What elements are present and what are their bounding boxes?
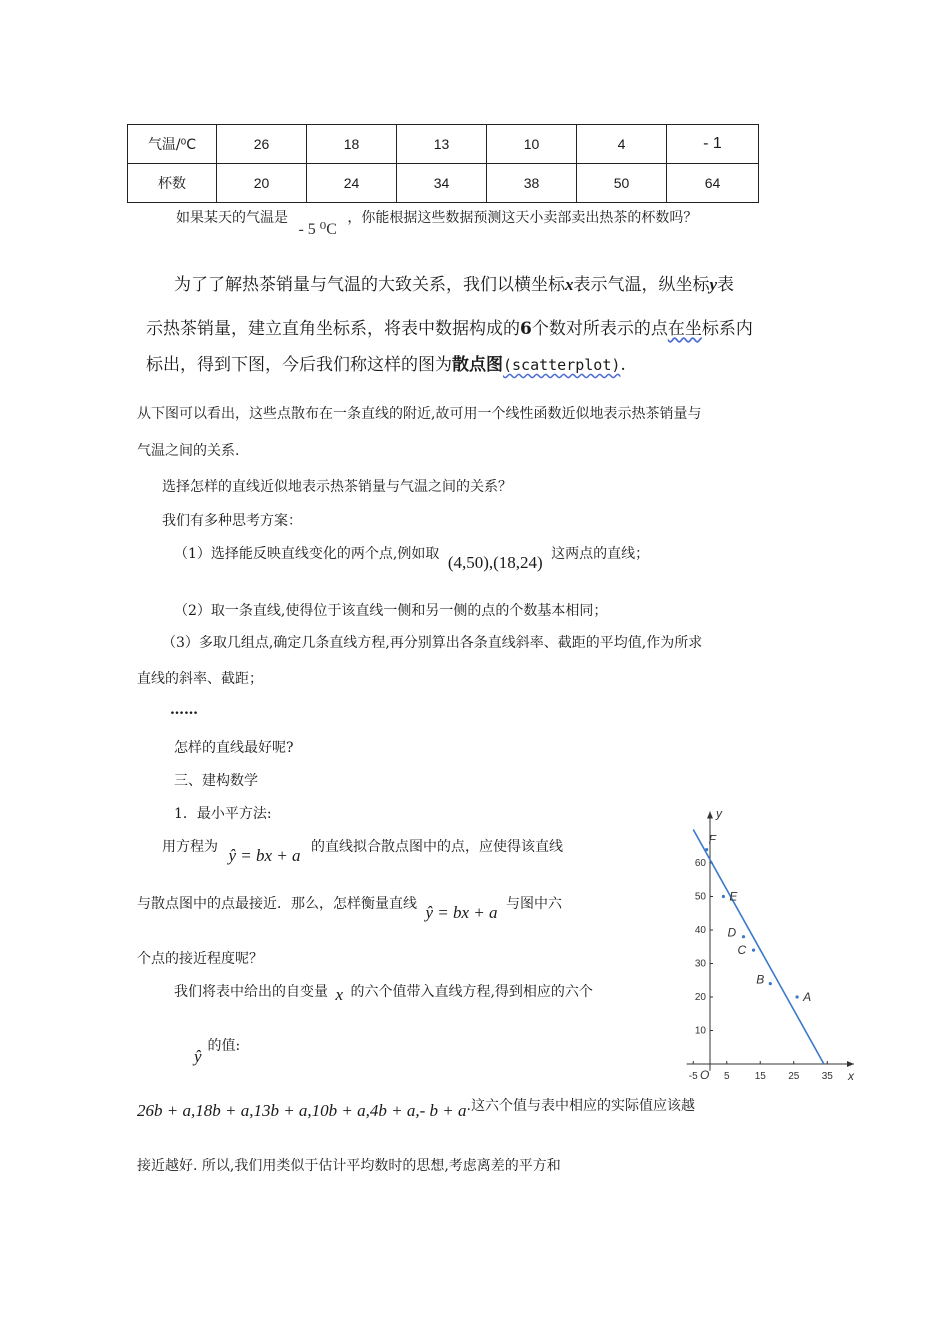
table-cell: 18 xyxy=(307,125,397,164)
y-axis-arrow xyxy=(707,812,713,819)
point-label-E: E xyxy=(729,889,738,904)
y-tick-label: 40 xyxy=(694,925,706,936)
table-cell: 4 xyxy=(577,125,667,164)
para-text: 为了了解热茶销量与气温的大致关系，我们以横坐标 xyxy=(174,275,565,295)
plan3-line1: （3）多取几组点,确定几条直线方程,再分别算出各条直线斜率、截距的平均值,作为所求 xyxy=(162,635,703,651)
para-text: 标系内 xyxy=(701,319,753,339)
plan3-line2: 直线的斜率、截距； xyxy=(137,671,263,687)
table-header-cups: 杯数 xyxy=(128,164,217,203)
spellcheck-underline: 在坐 xyxy=(667,319,702,339)
data-point-C xyxy=(752,949,755,952)
plan1-points: (4,50),(18,24) xyxy=(447,553,543,572)
regression-line xyxy=(693,830,824,1065)
ls-line5 xyxy=(194,1035,241,1066)
y-tick-label: 30 xyxy=(694,958,706,970)
table-cell: 38 xyxy=(487,164,577,203)
equation-yhat: ŷ = bx + a xyxy=(228,846,301,865)
ls-line1 xyxy=(162,836,563,865)
x-tick-label: 15 xyxy=(754,1071,766,1082)
x-tick-label: 35 xyxy=(821,1071,833,1082)
subsection-heading: 1．最小平方法: xyxy=(174,806,272,822)
para-text: 表 xyxy=(717,275,735,295)
var-yhat: ŷ xyxy=(194,1047,202,1066)
table-cell: 26 xyxy=(217,125,307,164)
point-label-D: D xyxy=(727,925,737,940)
data-point-F xyxy=(705,848,708,851)
ls-text: 用方程为 xyxy=(162,839,218,855)
table-header-temperature: 气温/⁰C xyxy=(128,125,217,164)
question-text: ，你能根据这些数据预测这天小卖部卖出热茶的杯数吗？ xyxy=(347,210,698,226)
origin-label: O xyxy=(700,1068,710,1082)
y-tick-label: 10 xyxy=(694,1025,706,1037)
term-scatterplot: 散点图 xyxy=(452,355,503,375)
section-heading: 三、建构数学 xyxy=(174,773,258,789)
x-axis-arrow xyxy=(847,1061,854,1067)
plan-text: （1）选择能反映直线变化的两个点,例如取 xyxy=(174,546,440,562)
table-cell: 34 xyxy=(397,164,487,203)
ls-text: 的六个值带入直线方程,得到相应的六个 xyxy=(350,984,593,1000)
para-text: 标出，得到下图，今后我们称这样的图为 xyxy=(146,355,452,375)
var-y: y xyxy=(709,275,718,294)
y-tick-label: 20 xyxy=(694,992,706,1003)
term-english: (scatterplot) xyxy=(503,356,621,374)
plan2-line: （2）取一条直线,使得位于该直线一侧和另一侧的点的个数基本相同； xyxy=(174,603,608,619)
y-tick-label: 50 xyxy=(694,891,706,903)
x-tick-label: 5 xyxy=(723,1071,730,1082)
ls-line3: 个点的接近程度呢？ xyxy=(137,951,263,967)
para-text: 示热茶销量，建立直角坐标系，将表中数据构成的 xyxy=(146,319,520,339)
table-row-temperature xyxy=(128,125,759,164)
table-cell: 24 xyxy=(307,164,397,203)
point-label-F: F xyxy=(708,832,716,847)
ls-line7: 接近越好. 所以,我们用类似于估计平均数时的思想,考虑离差的平方和 xyxy=(137,1158,561,1174)
point-label-C: C xyxy=(737,943,747,958)
var-x: x xyxy=(335,985,343,1004)
para2-line2: 气温之间的关系. xyxy=(137,443,240,459)
point-label-B: B xyxy=(756,972,765,987)
table-cell: 64 xyxy=(667,164,759,203)
data-point-B xyxy=(769,982,772,985)
ellipsis: …… xyxy=(170,702,198,718)
para-text: 表示气温，纵坐标 xyxy=(573,275,710,295)
temperature-cups-table xyxy=(127,124,759,203)
x-axis-label: x xyxy=(848,1069,854,1083)
para1-line3 xyxy=(146,350,626,375)
point-label-A: A xyxy=(803,990,812,1004)
chart-points xyxy=(705,833,811,1004)
table-cell: 10 xyxy=(487,125,577,164)
ls-text: 我们将表中给出的自变量 xyxy=(174,984,328,1000)
y-axis-label: y xyxy=(716,806,722,821)
table-cell: 13 xyxy=(397,125,487,164)
table-cell: 50 xyxy=(577,164,667,203)
para1-line1 xyxy=(174,270,734,295)
x-tick-label: -5 xyxy=(688,1071,698,1082)
number-six: 6 xyxy=(520,319,532,339)
question-text: 如果某天的气温是 xyxy=(176,210,288,226)
table-cell: 20 xyxy=(217,164,307,203)
question-line xyxy=(176,207,698,238)
question-choose-line: 选择怎样的直线近似地表示热茶销量与气温之间的关系？ xyxy=(162,479,512,495)
para-text: 个数对所表示的点 xyxy=(531,319,668,339)
ls-text: 的直线拟合散点图中的点，应使得该直线 xyxy=(310,839,563,855)
y-tick-label: 60 xyxy=(694,858,706,869)
ls-text: 与图中六 xyxy=(505,896,562,912)
x-tick-label: 25 xyxy=(788,1071,800,1082)
data-point-E xyxy=(722,895,725,898)
ls-line4 xyxy=(174,981,593,1004)
best-question: 怎样的直线最好呢? xyxy=(174,740,294,756)
para1-line2 xyxy=(146,314,753,339)
ls-text: 与散点图中的点最接近．那么，怎样衡量直线 xyxy=(137,896,417,912)
scatter-plot xyxy=(680,800,860,1090)
ls-line6 xyxy=(137,1095,695,1120)
expressions: 26b + a,18b + a,13b + a,10b + a,4b + a,- b + a xyxy=(137,1101,467,1120)
plan1-line xyxy=(174,543,650,572)
ls-text: .这六个值与表中相应的实际值应该越 xyxy=(466,1098,695,1114)
ls-text: 的值: xyxy=(207,1038,241,1054)
chart-axes xyxy=(687,807,855,1084)
table-row-cups xyxy=(128,164,759,203)
equation-yhat: ŷ = bx + a xyxy=(425,903,498,922)
chart-fit-line xyxy=(693,830,824,1065)
var-x: x xyxy=(565,275,574,294)
question-temperature: - 5 ⁰C xyxy=(298,221,337,238)
data-point-A xyxy=(796,995,799,998)
table-cell: - 1 xyxy=(667,125,759,164)
para2-line1: 从下图可以看出，这些点散布在一条直线的附近,故可用一个线性函数近似地表示热茶销量与 xyxy=(137,406,702,422)
ls-line2 xyxy=(137,893,562,922)
plan-text: 这两点的直线； xyxy=(551,546,650,562)
plans-intro: 我们有多种思考方案： xyxy=(162,513,302,529)
para-text: . xyxy=(620,355,626,375)
data-point-D xyxy=(742,935,745,938)
